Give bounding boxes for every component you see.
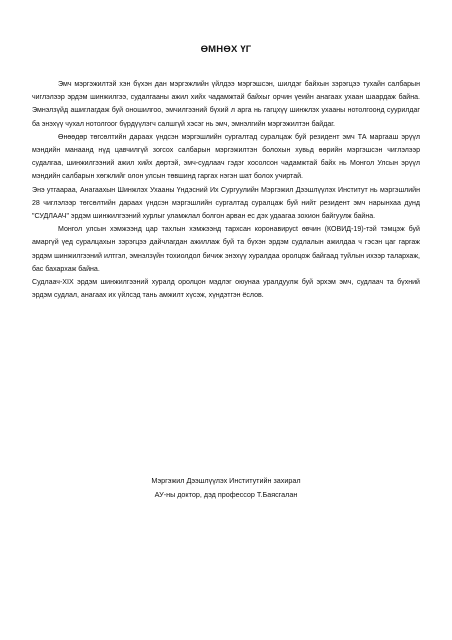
paragraph-5: Судлаач-XIX эрдэм шинжилгээний хуралд оролцон мэдлэг оюунаа уралдуулж буй эрхэм эмч, судлаач та бүхний эрдэм судлал, анагаах их үйлсэд тань амжилт хүсэж, хүндэтгэн ёслов. (32, 279, 420, 300)
paragraph-1: Эмч мэргэжилтэй хэн бүхэн дан мэргэжлийн үйлдээ мэргэшсэн, шилдэг байхын зэрэгцээ тухайн салбарын чиглэлээр эрдэм шинжилгээ, судалгааны ажил хийх чадамжтай байхыг орчин үеийн анагаах ухаан шаардаж байна. Эмнэлзүйд ашиглагдаж буй оношилгоо, эмчилгээний бүхий л арга нь гагцхүү шинжлэх ухааны нотолгоонд суурилдаг ба энэхүү чухал нотолгоог бүрдүүлэгч салшгүй хэсэг нь эмч, эмнэлгийн мэргэжилтэн байдаг. (32, 81, 420, 128)
foreword-body (32, 78, 420, 302)
paragraph-2: Өнөөдөр төгсөлтийн дараах үндсэн мэргэшлийн сургалтад суралцаж буй резидент эмч ТА маргааш эрүүл мэндийн манаанд нүд цавчилгүй зогсох салбарын мэргэжилтэн болохын хувьд өөрийн мэргэшсэн чиглэлээр судалгаа, шинжилгээний ажил хийх дөртэй, эмч-судлаач гэдэг хосолсон чадамжтай байх нь Монгол Улсын эрүүл мэндийн салбарын хөгжлийг олон улсын төвшинд гаргах нэгэн шат болох учиртай. (32, 133, 420, 181)
page-title: ӨМНӨХ ҮГ (200, 44, 252, 55)
signature-name: АУ-ны доктор, дэд профессор Т.Баясгалан (154, 489, 298, 499)
paragraph-4: Монгол улсын хэмжээнд цар тахлын хэмжээнд тархсан коронавирусt өвчин (КОВИД-19)-тэй тэмцэж буй амаргүй үед суралцахын зэрэгцээ дайчлагдан ажиллаж буй та бүхэн эрдэм судлалын ажилдаа ч гэсэн цаг гаргаж эрдэм шинжилгээний илтгэл, эмнэлзүйн тохиолдол бичиж энэхүү хуралдаа оролцож байгаад туйлын ихээр талархаж, бас бахархаж байна. (32, 226, 420, 273)
paragraph-3: Энэ утгаараа, Анагаахын Шинжлэх Ухааны Үндэсний Их Сургуулийн Мэргэжил Дээшлүүлэх Институт нь мэргэшлийн 28 чиглэлээр төгсөлтийн дараах үндсэн мэргэшлийн сургалтад суралцаж буй нийт резидент эмч нарынхаа дунд "СУДЛААЧ" эрдэм шинжилгээний хурлыг уламжлал болгон арван ес дэх удаагаа зохион байгуулж байна. (32, 186, 420, 221)
signature-title: Мэргэжил Дээшлүүлэх Институтийн захирал (151, 476, 301, 485)
signature-block (0, 474, 452, 501)
